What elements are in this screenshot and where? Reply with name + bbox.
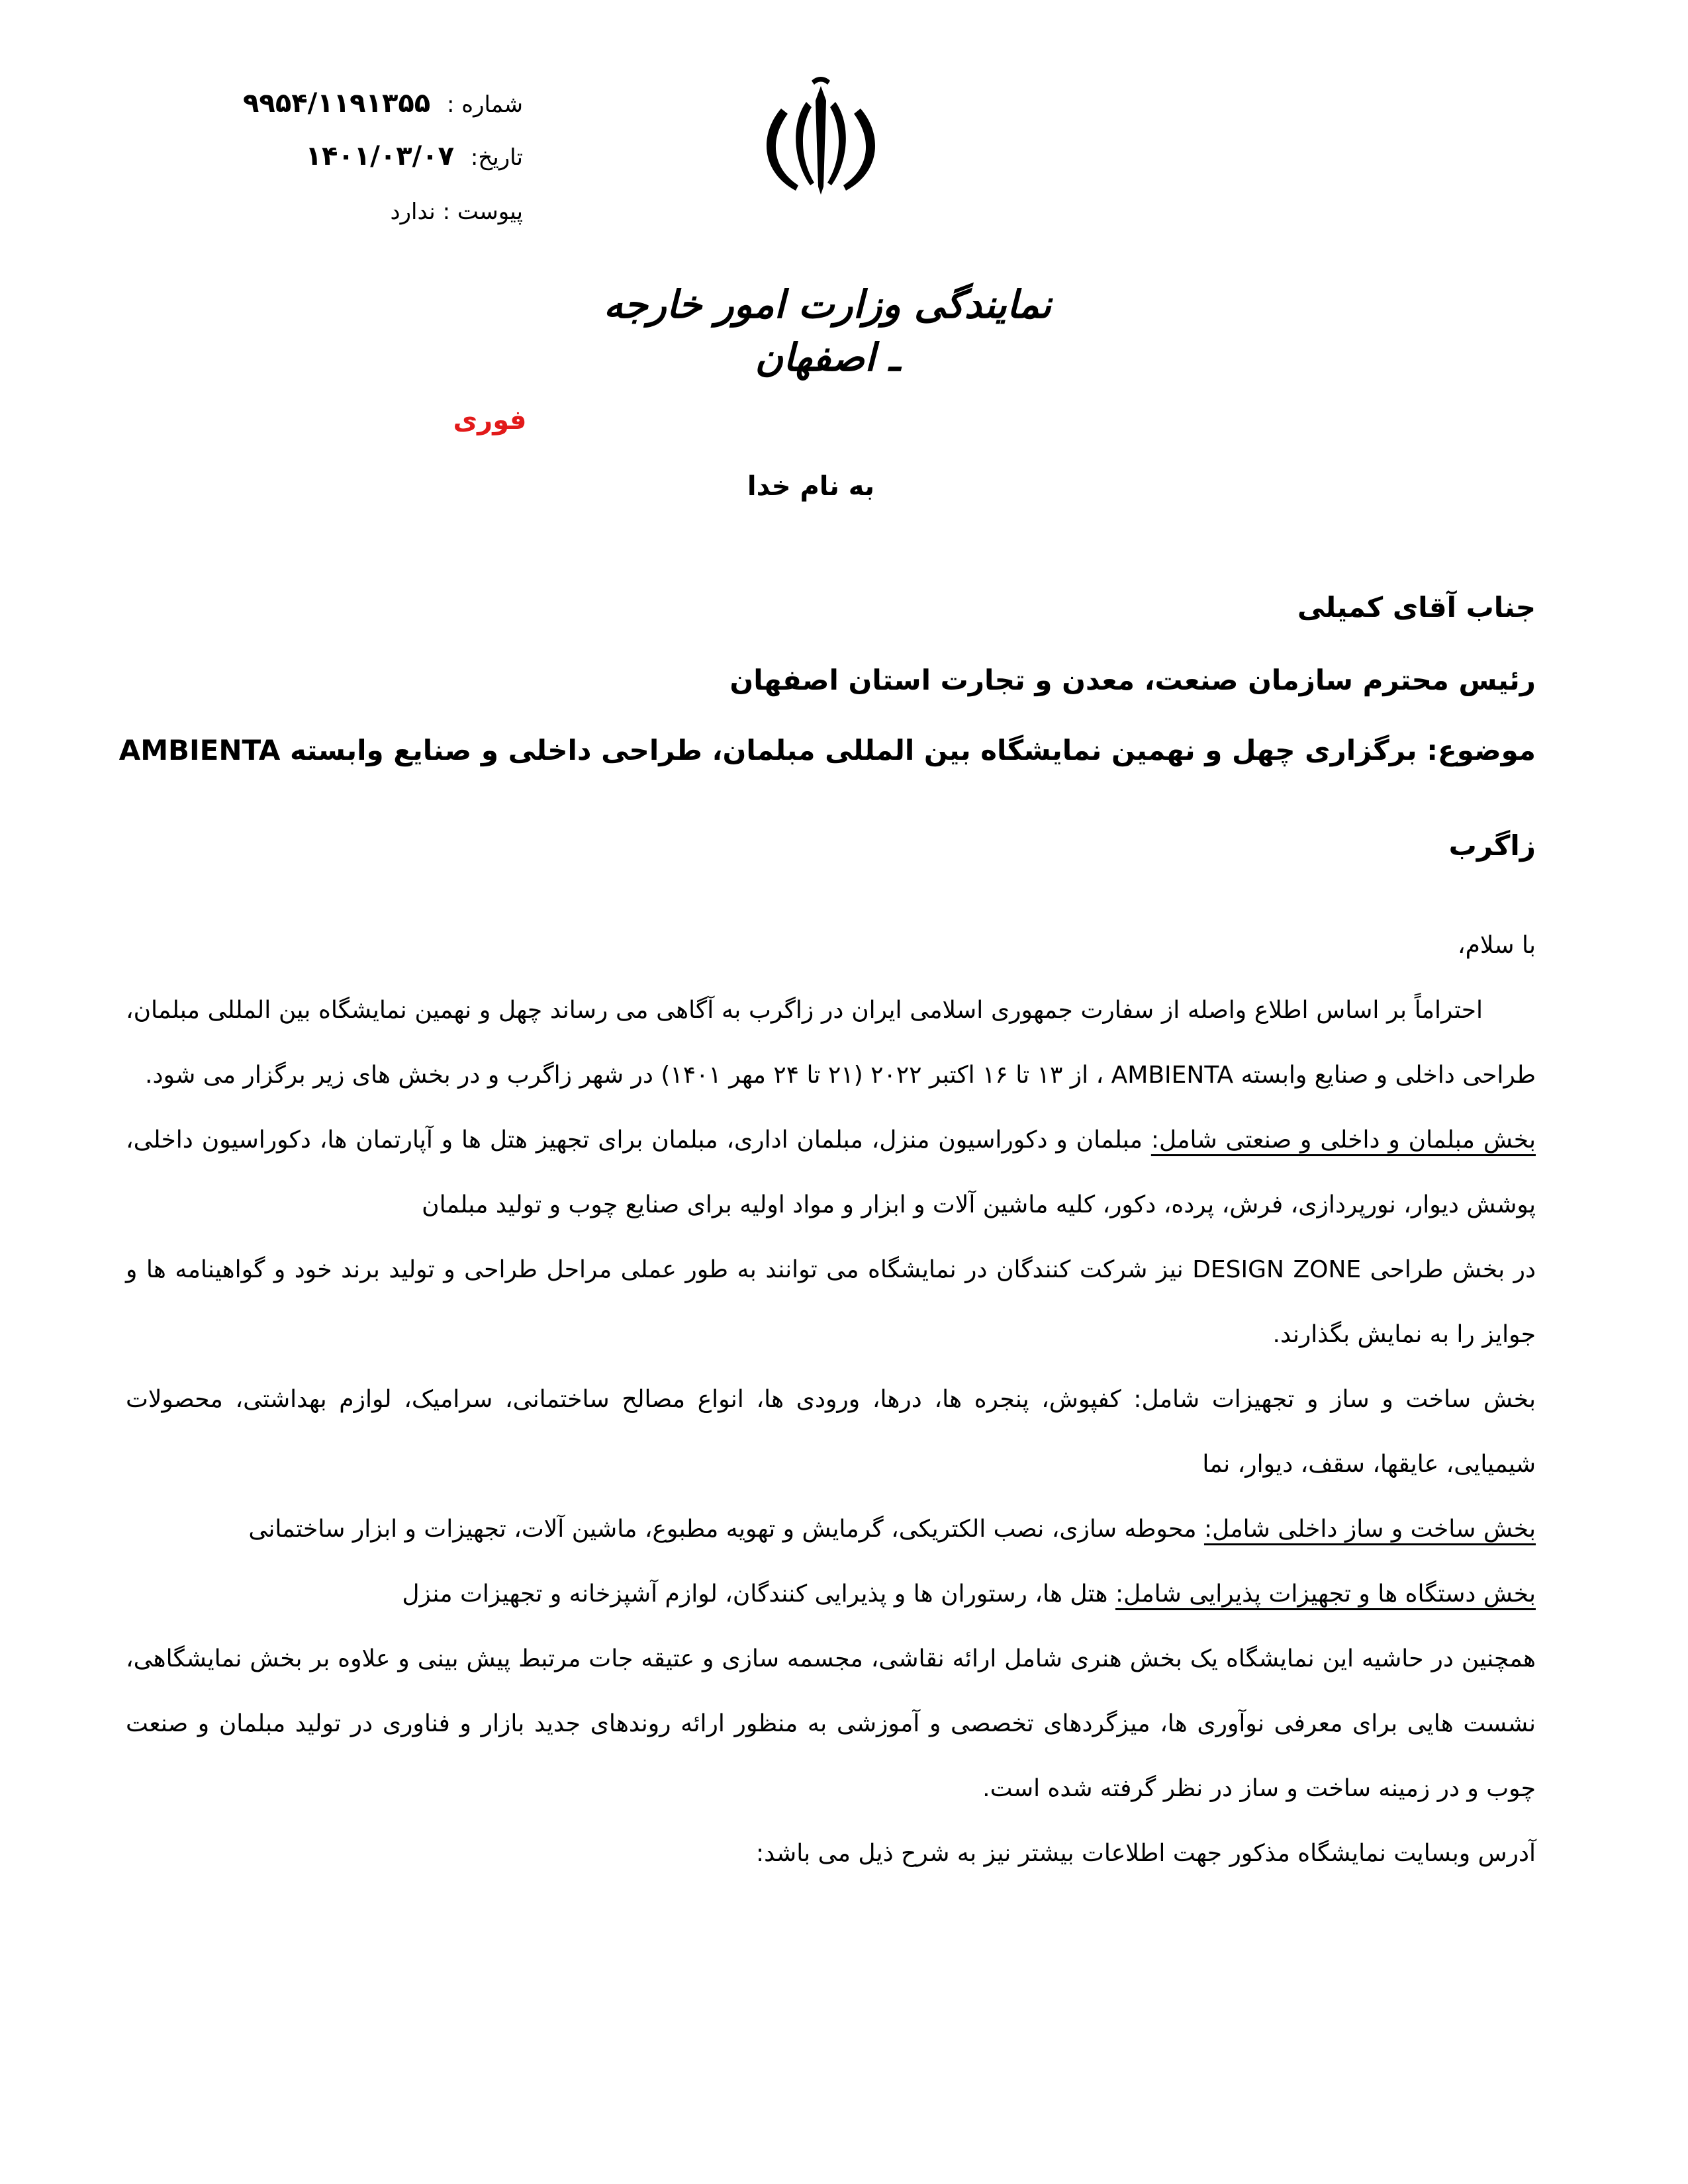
section-hospitality-text: هتل ها، رستوران ها و پذیرایی کنندگان، لوازم آشپزخانه و تجهیزات منزل — [402, 1580, 1115, 1608]
bismillah-heading: به نام خدا — [747, 471, 875, 502]
art-section-paragraph: همچنین در حاشیه این نمایشگاه یک بخش هنری شامل ارائه نقاشی، مجسمه سازی و عتیقه جات مرتبط پیش بینی و علاوه بر بخش نمایشگاهی، نشست هایی برای معرفی نوآوری ها، میزگردهای تخصصی و آموزشی به منظور ارائه روندهای جدید بازار و فناوری در تولید مبلمان و صنعت چوب و در زمینه ساخت و ساز در نظر گرفته شده است. — [126, 1645, 1536, 1802]
urgent-stamp: فوری — [453, 405, 527, 435]
letter-date-label: تاریخ: — [470, 144, 523, 171]
section-furniture-heading: بخش مبلمان و داخلی و صنعتی شامل: — [1150, 1126, 1536, 1154]
letter-date-value: ۱۴۰۱/۰۳/۰۷ — [305, 141, 455, 171]
subject-line-continued: زاگرب — [1448, 829, 1536, 862]
letter-number-value: ۹۹۵۴/۱۱۹۱۳۵۵ — [243, 88, 431, 118]
section-interior-text: محوطه سازی، نصب الکتریکی، گرمایش و تهویه مطبوع، ماشین آلات، تجهیزات و ابزار ساختمانی — [248, 1516, 1204, 1543]
letter-date — [152, 140, 523, 173]
letter-number — [152, 87, 523, 120]
recipient-title: رئیس محترم سازمان صنعت، معدن و تجارت استان اصفهان — [729, 664, 1536, 696]
letter-attachment-label: پیوست : ندارد — [390, 199, 523, 225]
section-furniture-text: مبلمان و دکوراسیون منزل، مبلمان اداری، مبلمان برای تجهیز هتل ها و آپارتمان ها، دکوراسیون داخلی، پوشش دیوار، نورپردازی، فرش، پرده، دکور، کلیه ماشین آلات و ابزار و مواد اولیه برای صنایع چوب و تولید مبلمان — [126, 1126, 1536, 1218]
letter-body — [126, 913, 1536, 1886]
section-hospitality — [126, 1562, 1536, 1627]
greeting: با سلام، — [1458, 932, 1536, 959]
subject-line: موضوع: برگزاری چهل و نهمین نمایشگاه بین المللی مبلمان، طراحی داخلی و صنایع وابسته AMBIENTA — [118, 734, 1536, 766]
letter-attachment — [152, 196, 523, 228]
ministry-title: نمایندگی وزارت امور خارجه ـ اصفهان — [603, 282, 1052, 380]
website-paragraph: آدرس وبسایت نمایشگاه مذکور جهت اطلاعات بیشتر نیز به شرح ذیل می باشد: — [756, 1840, 1536, 1867]
section-furniture — [126, 1108, 1536, 1238]
section-construction: بخش ساخت و ساز و تجهیزات شامل: کفپوش، پنجره ها، درها، ورودی ها، انواع مصالح ساختمانی، سرامیک، لوازم بهداشتی، محصولات شیمیایی، عایقها، سقف، دیوار، نما — [126, 1386, 1536, 1478]
section-interior-construction — [126, 1497, 1536, 1562]
iran-emblem-icon — [755, 74, 887, 200]
design-zone-paragraph: در بخش طراحی DESIGN ZONE نیز شرکت کنندگان در نمایشگاه می توانند به طور عملی مراحل طراحی و تولید برند خود و گواهینامه ها و جوایز را به نمایش بگذارند. — [126, 1256, 1536, 1348]
intro-paragraph: احتراماً بر اساس اطلاع واصله از سفارت جمهوری اسلامی ایران در زاگرب به آگاهی می رساند چهل و نهمین نمایشگاه بین المللی مبلمان، طراحی داخلی و صنایع وابسته AMBIENTA ، از ۱۳ تا ۱۶ اکتبر ۲۰۲۲ (۲۱ تا ۲۴ مهر ۱۴۰۱) در شهر زاگرب و در بخش های زیر برگزار می شود. — [126, 997, 1536, 1089]
letter-number-label: شماره : — [447, 91, 523, 118]
section-hospitality-heading: بخش دستگاه ها و تجهیزات پذیرایی شامل: — [1115, 1580, 1536, 1608]
section-interior-heading: بخش ساخت و ساز داخلی شامل: — [1203, 1516, 1536, 1543]
recipient-name: جناب آقای کمیلی — [1297, 591, 1536, 623]
